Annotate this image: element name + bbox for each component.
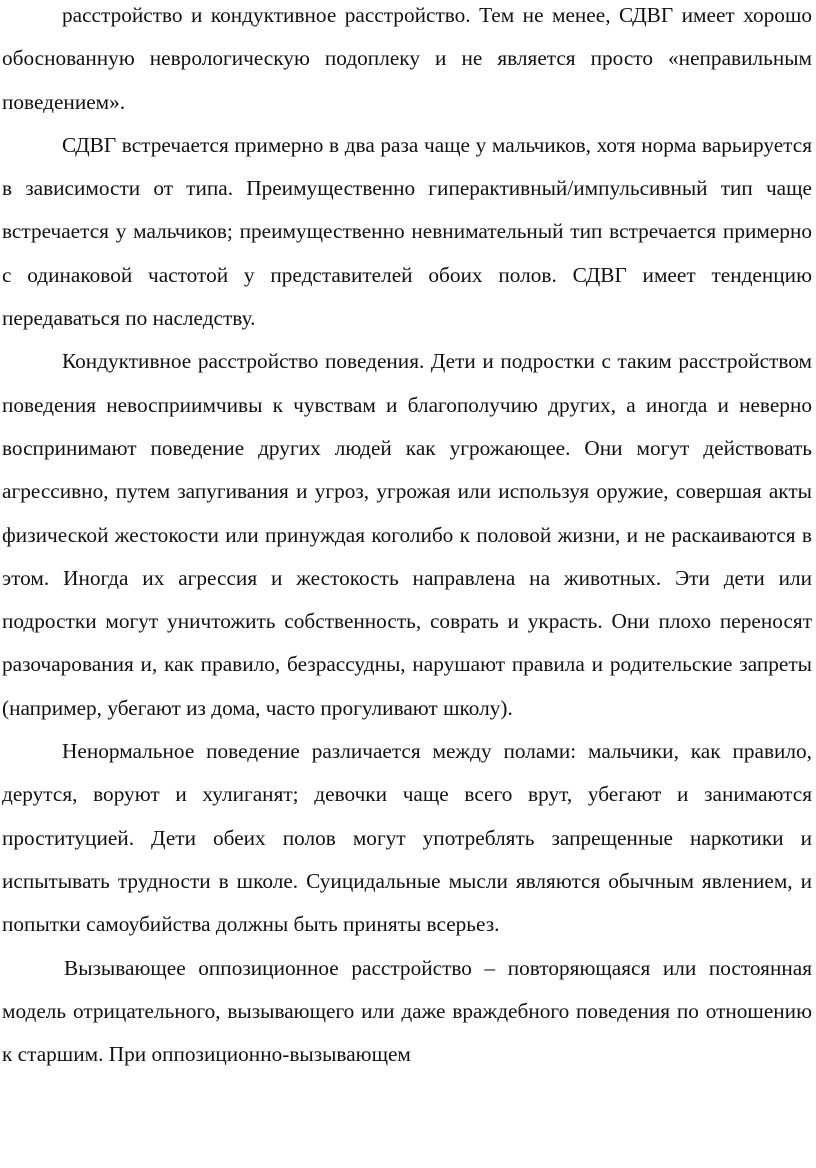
document-body [2,0,812,1076]
paragraph-oppositional-disorder: Вызывающее оппозиционное расстройство – повторяющаяся или постоянная модель отрицательного, вызывающего или даже враждебного поведения по отношению к старшим. При оппозиционно-вызывающем [2,955,812,1067]
paragraph-continuation: расстройство и кондуктивное расстройство. Тем не менее, СДВГ имеет хорошо обоснованную неврологическую подоплеку и не является просто «неправильным поведением». [2,3,812,114]
paragraph-adhd-prevalence: СДВГ встречается примерно в два раза чаще у мальчиков, хотя норма варьируется в зависимости от типа. Преимущественно гиперактивный/импульсивный тип чаще встречается у мальчиков; преимущественно невнимательный тип встречается примерно с одинаковой частотой у представителей обоих полов. СДВГ имеет тенденцию передаваться по наследству. [2,132,812,331]
paragraph-gender-differences: Ненормальное поведение различается между полами: мальчики, как правило, дерутся, воруют и хулиганят; девочки чаще всего врут, убегают и занимаются проституцией. Дети обеих полов могут употреблять запрещенные наркотики и испытывать трудности в школе. Суицидальные мысли являются обычным явлением, и попытки самоубийства должны быть приняты всерьез. [2,739,812,937]
paragraph-conduct-disorder: Кондуктивное расстройство поведения. Дети и подростки с таким расстройством поведения невосприимчивы к чувствам и благополучию других, а иногда и неверно воспринимают поведение других людей как угрожающее. Они могут действовать агрессивно, путем запугивания и угроз, угрожая или используя оружие, совершая акты физической жестокости или принуждая коголибо к половой жизни, и не раскаиваются в этом. Иногда их агрессия и жестокость направлена на животных. Эти дети или подростки могут уничтожить собственность, соврать и украсть. Они плохо переносят разочарования и, как правило, безрассудны, нарушают правила и родительские запреты (например, убегают из дома, часто прогуливают школу). [2,349,812,720]
